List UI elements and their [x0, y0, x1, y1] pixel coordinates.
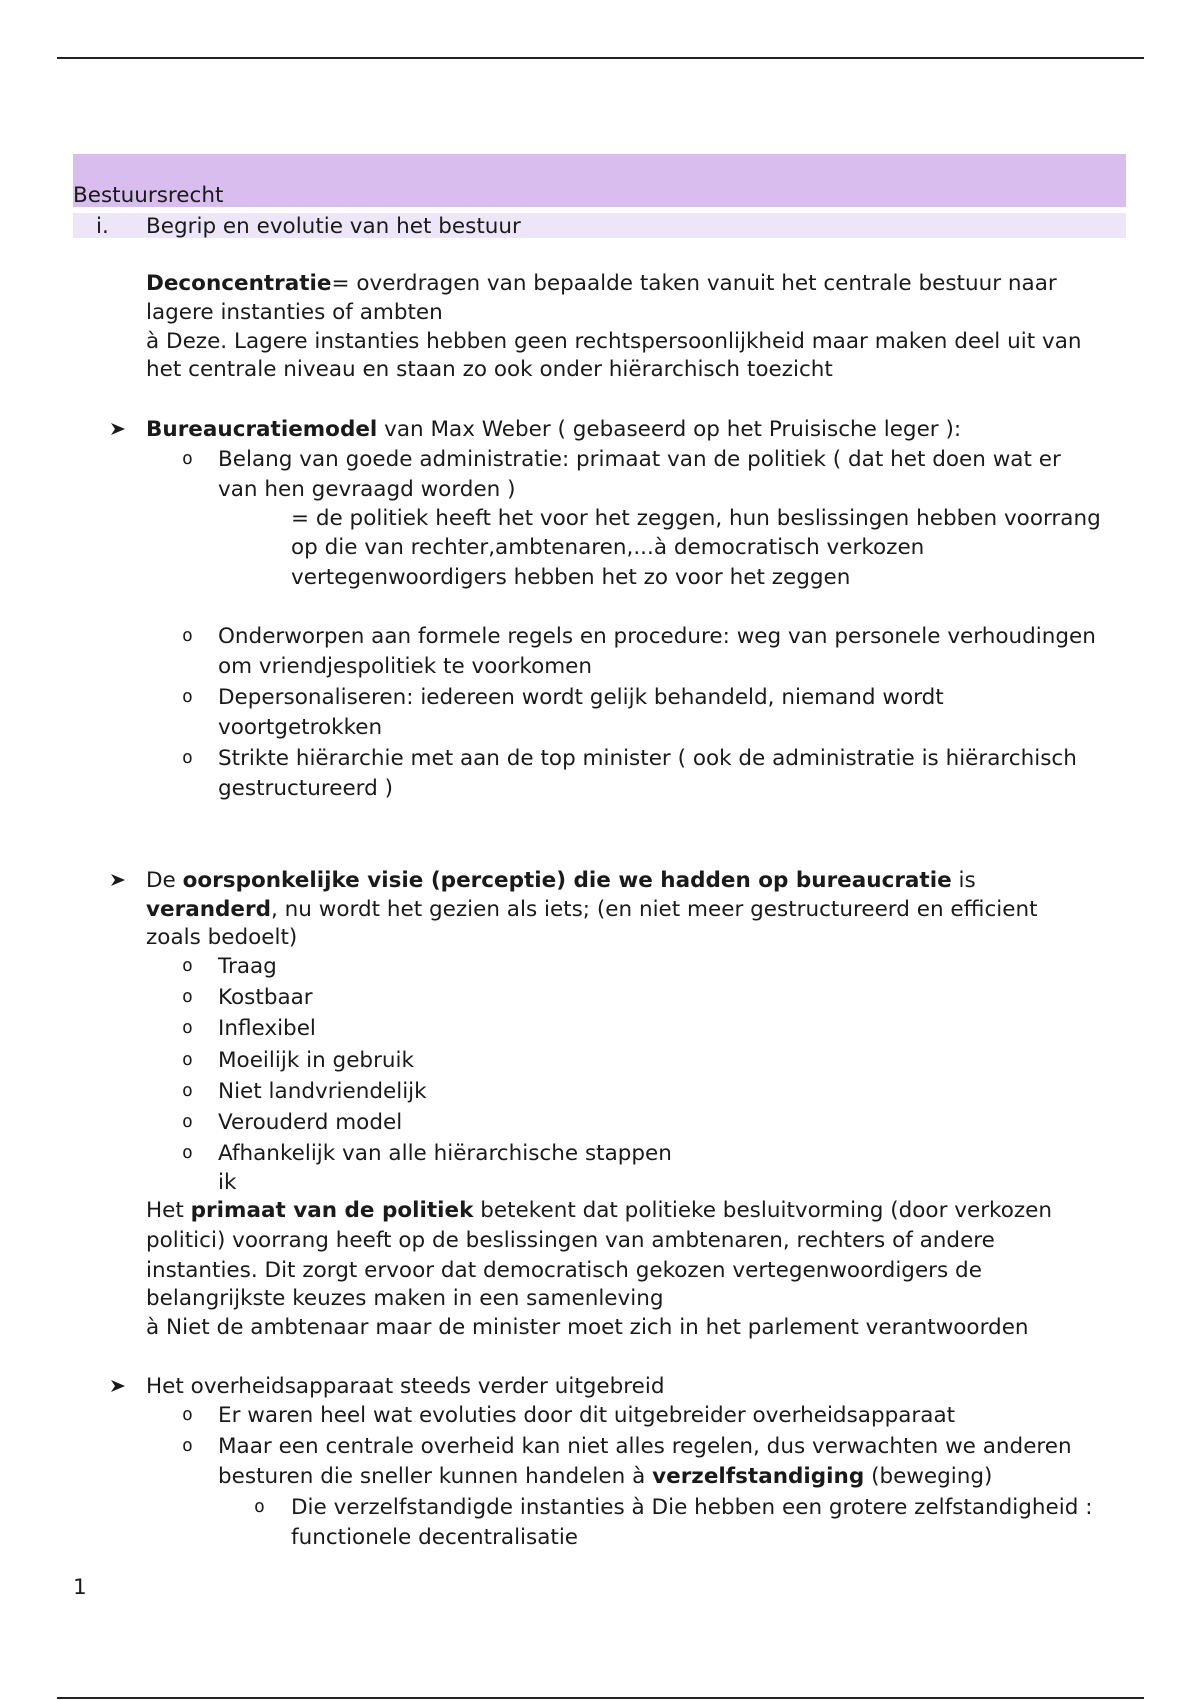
- text-run: De: [146, 868, 183, 893]
- bold-term: primaat van de politiek: [190, 1198, 474, 1223]
- text-run: Kostbaar: [218, 985, 313, 1010]
- text-run: besturen die sneller kunnen handelen à: [218, 1464, 653, 1489]
- text-run: vertegenwoordigers hebben het zo voor het zeggen: [291, 565, 851, 590]
- text-run: gestructureerd ): [218, 776, 394, 801]
- circle-bullet-icon: o: [182, 1080, 193, 1101]
- sub-list-item: [218, 626, 1096, 648]
- text-run: Onderworpen aan formele regels en procedure: weg van personele verhoudingen: [218, 624, 1096, 649]
- text-run: om vriendjespolitiek te voorkomen: [218, 654, 593, 679]
- text-line: [146, 1317, 1029, 1339]
- text-run: functionele decentralisatie: [291, 1525, 579, 1550]
- arrow-bullet-icon: [110, 421, 126, 437]
- sub-list-item: [218, 1081, 427, 1103]
- sub-list-item: [218, 1405, 955, 1427]
- text-run: is: [951, 868, 976, 893]
- arrow-bullet-icon: [110, 872, 126, 888]
- sub-list-item: [218, 1143, 672, 1165]
- subheading-number: i.: [96, 214, 109, 239]
- circle-bullet-icon: o: [182, 448, 193, 469]
- text-line: [146, 1260, 982, 1282]
- circle-bullet-icon: o: [182, 686, 193, 707]
- circle-bullet-icon: o: [182, 1049, 193, 1070]
- sub-list-item: [218, 1436, 1072, 1458]
- text-run: Er waren heel wat evoluties door dit uitgebreider overheidsapparaat: [218, 1403, 956, 1428]
- text-run: Die verzelfstandigde instanties à Die hebben een grotere zelfstandigheid :: [291, 1495, 1093, 1520]
- text-run: à Niet de ambtenaar maar de minister moet zich in het parlement verantwoorden: [146, 1315, 1029, 1340]
- text-line: [218, 778, 393, 800]
- sub-list-item: [218, 1018, 316, 1040]
- sub-list-item: [218, 987, 313, 1009]
- text-line: [146, 1230, 995, 1252]
- text-run: voortgetrokken: [218, 715, 383, 740]
- text-run: instanties. Dit zorgt ervoor dat democratisch gekozen vertegenwoordigers de: [146, 1258, 982, 1283]
- text-run: Het: [146, 1198, 191, 1223]
- arrow-bullet-icon: [110, 1378, 126, 1394]
- circle-bullet-icon: o: [182, 1404, 193, 1425]
- sub-list-item: [291, 1497, 1092, 1519]
- circle-bullet-icon: o: [182, 625, 193, 646]
- sub-list-item: [218, 687, 944, 709]
- text-run: Afhankelijk van alle hiërarchische stappen: [218, 1141, 672, 1166]
- text-line: [291, 508, 1101, 530]
- heading-band: [73, 154, 1126, 207]
- text-line: [146, 273, 1057, 295]
- sub-list-item: [218, 748, 1077, 770]
- text-run: = overdragen van bepaalde taken vanuit het centrale bestuur naar: [331, 271, 1057, 296]
- heading-title: Bestuursrecht: [73, 183, 224, 208]
- sub-list-item: [218, 1112, 402, 1134]
- sub-list-item: [218, 1050, 414, 1072]
- list-item: [146, 419, 961, 441]
- bold-term: oorsponkelijke visie (perceptie) die we hadden op bureaucratie: [182, 868, 952, 893]
- bold-term: Bureaucratiemodel: [146, 417, 378, 442]
- text-run: lagere instanties of ambten: [146, 300, 443, 325]
- circle-bullet-icon: o: [182, 1111, 193, 1132]
- sub-list-item: [218, 449, 1061, 471]
- text-run: op die van rechter,ambtenaren,...à democratisch verkozen: [291, 535, 925, 560]
- text-run: het centrale niveau en staan zo ook onder hiërarchisch toezicht: [146, 357, 833, 382]
- bold-term: veranderd: [146, 897, 271, 922]
- header-rule: [57, 57, 1144, 59]
- text-line: [291, 567, 850, 589]
- circle-bullet-icon: o: [182, 747, 193, 768]
- text-run: ik: [218, 1170, 237, 1195]
- circle-bullet-icon: o: [182, 986, 193, 1007]
- text-line: [218, 1172, 236, 1194]
- text-run: = de politiek heeft het voor het zeggen, hun beslissingen hebben voorrang: [291, 506, 1101, 531]
- text-run: belangrijkste keuzes maken in een samenleving: [146, 1286, 664, 1311]
- text-line: [146, 331, 1082, 353]
- list-item: [146, 1376, 665, 1398]
- text-line: [146, 1200, 1052, 1222]
- text-line: [218, 717, 382, 739]
- text-run: Strikte hiërarchie met aan de top minister ( ook de administratie is hiërarchisch: [218, 746, 1077, 771]
- text-run: Inflexibel: [218, 1016, 316, 1041]
- bold-term: verzelfstandiging: [652, 1464, 865, 1489]
- text-line: [146, 927, 297, 949]
- text-run: van Max Weber ( gebaseerd op het Pruisische leger ):: [377, 417, 962, 442]
- text-run: zoals bedoelt): [146, 925, 298, 950]
- text-line: [146, 1288, 664, 1310]
- text-run: Belang van goede administratie: primaat van de politiek ( dat het doen wat er: [218, 447, 1061, 472]
- text-run: Verouderd model: [218, 1110, 403, 1135]
- text-line: [146, 899, 1038, 921]
- text-run: (beweging): [864, 1464, 993, 1489]
- text-run: à Deze. Lagere instanties hebben geen rechtspersoonlijkheid maar maken deel uit van: [146, 329, 1082, 354]
- page-number: 1: [73, 1575, 87, 1600]
- sub-list-item: [218, 956, 277, 978]
- text-line: [218, 479, 516, 501]
- list-item: [146, 870, 976, 892]
- text-line: [146, 302, 443, 324]
- text-run: , nu wordt het gezien als iets; (en niet meer gestructureerd en efficient: [270, 897, 1038, 922]
- text-run: Traag: [218, 954, 277, 979]
- text-line: [218, 656, 592, 678]
- text-line: [291, 1527, 578, 1549]
- text-run: Moeilijk in gebruik: [218, 1048, 414, 1073]
- circle-bullet-icon: o: [182, 1017, 193, 1038]
- text-line: [146, 359, 833, 381]
- circle-bullet-icon: o: [182, 1435, 193, 1456]
- circle-bullet-icon: o: [254, 1496, 265, 1517]
- text-run: Depersonaliseren: iedereen wordt gelijk behandeld, niemand wordt: [218, 685, 944, 710]
- subheading-title: Begrip en evolutie van het bestuur: [146, 214, 521, 239]
- text-line: [291, 537, 924, 559]
- text-run: politici) voorrang heeft op de beslissingen van ambtenaren, rechters of andere: [146, 1228, 995, 1253]
- bold-term: Deconcentratie: [146, 271, 332, 296]
- footer-rule: [57, 1697, 1144, 1699]
- text-run: Maar een centrale overheid kan niet alles regelen, dus verwachten we anderen: [218, 1434, 1072, 1459]
- circle-bullet-icon: o: [182, 955, 193, 976]
- text-line: [218, 1466, 992, 1488]
- text-run: betekent dat politieke besluitvorming (door verkozen: [473, 1198, 1053, 1223]
- text-run: Het overheidsapparaat steeds verder uitgebreid: [146, 1374, 665, 1399]
- text-run: van hen gevraagd worden ): [218, 477, 516, 502]
- text-run: Niet landvriendelijk: [218, 1079, 427, 1104]
- circle-bullet-icon: o: [182, 1142, 193, 1163]
